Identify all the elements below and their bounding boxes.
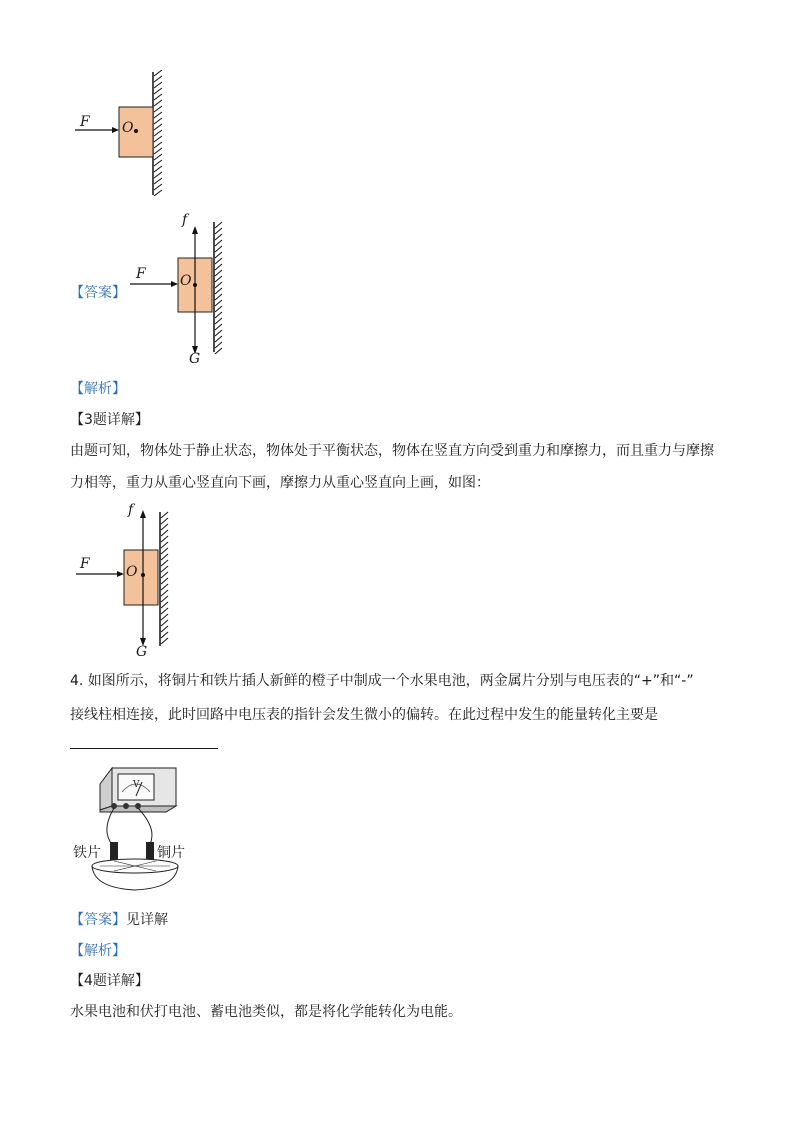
iron-plate-label: 铁片 <box>73 845 101 861</box>
gravity-label: G <box>189 351 201 367</box>
center-label: O <box>180 273 192 289</box>
question4-line-1: 4. 如图所示，将铜片和铁片插人新鲜的橙子中制成一个水果电池，两金属片分别与电压表的“+”和“-” <box>70 673 694 689</box>
figure-explanation <box>70 502 180 664</box>
force-label: F <box>80 114 90 130</box>
friction-label: f <box>182 212 188 228</box>
force-label: F <box>80 556 90 572</box>
meter-label: V <box>133 780 140 790</box>
figure-initial <box>70 70 170 200</box>
center-label: O <box>126 564 138 580</box>
answer-tag: 【答案】 <box>70 912 126 928</box>
figure-fruit-battery <box>70 762 200 892</box>
analysis-tag: 【解析】 <box>70 381 126 397</box>
explanation-line-1: 由题可知，物体处于静止状态，物体处于平衡状态，物体在竖直方向受到重力和摩擦力，而且重力与摩擦 <box>70 443 714 459</box>
detail-tag: 【4题详解】 <box>70 973 149 989</box>
friction-label: f <box>128 502 134 518</box>
answer4 <box>70 909 168 929</box>
answer-tag: 【答案】 <box>70 285 126 301</box>
force-label: F <box>136 266 146 282</box>
question4-line-2: 接线柱相连接，此时回路中电压表的指针会发生微小的偏转。在此过程中发生的能量转化主要是 <box>70 707 658 723</box>
explanation-line-2: 力相等，重力从重心竖直向下画，摩擦力从重心竖直向上画，如图： <box>70 475 490 491</box>
center-label: O <box>122 120 134 136</box>
explanation-4: 水果电池和伏打电池、蓄电池类似，都是将化学能转化为电能。 <box>70 1004 462 1020</box>
answer-text: 见详解 <box>126 912 168 928</box>
force-diagram <box>70 502 180 664</box>
copper-plate-label: 铜片 <box>157 845 185 861</box>
figure-answer3 <box>126 212 226 370</box>
gravity-label: G <box>136 644 148 660</box>
analysis-tag: 【解析】 <box>70 943 126 959</box>
answer-blank <box>70 748 218 749</box>
detail-tag: 【3题详解】 <box>70 412 149 428</box>
block-wall-diagram <box>70 70 170 200</box>
force-diagram <box>126 212 226 370</box>
